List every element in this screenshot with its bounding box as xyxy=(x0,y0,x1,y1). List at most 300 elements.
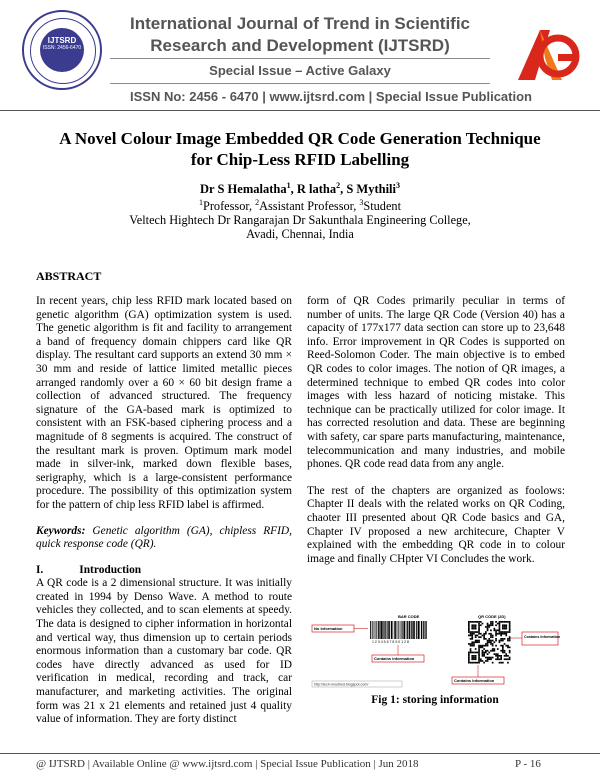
qr-module xyxy=(507,640,509,642)
role-2: Assistant Professor xyxy=(259,199,354,213)
qr-module xyxy=(488,624,490,626)
qr-module xyxy=(473,621,475,623)
qr-module xyxy=(488,658,490,660)
qr-module xyxy=(505,633,507,635)
qr-module xyxy=(497,648,499,650)
qr-module xyxy=(490,658,492,660)
qr-module xyxy=(505,653,507,655)
qr-module xyxy=(473,655,475,657)
qr-module xyxy=(505,631,507,633)
contains-info-label-1: Contains Information xyxy=(374,656,415,661)
author-3-sup: 3 xyxy=(396,180,400,190)
author-1-sup: 1 xyxy=(286,180,291,190)
qr-module xyxy=(495,631,497,633)
qr-module xyxy=(483,652,485,654)
qr-module xyxy=(497,658,499,660)
qr-module xyxy=(495,640,497,642)
qr-module xyxy=(473,628,475,630)
qr-module xyxy=(482,647,484,649)
qr-module xyxy=(507,655,509,657)
qr-module xyxy=(473,626,475,628)
qr-module xyxy=(502,624,504,626)
qr-module xyxy=(502,628,504,630)
qr-module xyxy=(471,643,473,645)
qr-module xyxy=(482,645,484,647)
qr-module xyxy=(504,652,506,654)
barcode-bar xyxy=(376,621,377,639)
qr-module xyxy=(504,658,506,660)
qr-module xyxy=(499,623,501,625)
qr-module xyxy=(468,643,470,645)
barcode-digits: 1 2 3 4 5 6 7 8 9 0 1 2 8 xyxy=(372,640,409,644)
qr-module xyxy=(485,633,487,635)
qr-module xyxy=(478,652,480,654)
qr-module xyxy=(509,624,511,626)
qr-module xyxy=(468,652,470,654)
barcode-bar xyxy=(381,621,382,639)
qr-module xyxy=(497,630,499,632)
special-issue: Special Issue – Active Galaxy xyxy=(209,63,391,78)
qr-module xyxy=(497,623,499,625)
author-roles: $^1$Professor, $^2$Assistant Professor, $^3$Student xyxy=(199,197,401,213)
qr-module xyxy=(492,643,494,645)
qr-module xyxy=(468,626,470,628)
qr-module xyxy=(502,648,504,650)
qr-module xyxy=(475,648,477,650)
qr-module xyxy=(482,660,484,662)
qr-module xyxy=(497,655,499,657)
qr-module xyxy=(468,621,470,623)
qr-module xyxy=(473,641,475,643)
qr-module xyxy=(502,662,504,664)
qr-module xyxy=(499,624,501,626)
qr-module xyxy=(468,623,470,625)
qr-module xyxy=(487,658,489,660)
qr-module xyxy=(478,655,480,657)
qr-module xyxy=(507,631,509,633)
qr-module xyxy=(485,657,487,659)
qr-module xyxy=(471,641,473,643)
qr-module xyxy=(487,641,489,643)
qr-module xyxy=(487,624,489,626)
qr-module xyxy=(478,628,480,630)
header-divider-2 xyxy=(110,83,490,84)
keywords-text: Genetic algorithm (GA), chipless RFID, quick response code (QR). xyxy=(36,524,292,551)
qr-module xyxy=(502,638,504,640)
qr-module xyxy=(488,641,490,643)
ag-logo-mark xyxy=(518,30,578,80)
role-3-sup: 3 xyxy=(359,197,364,207)
qr-module xyxy=(509,652,511,654)
qr-module xyxy=(477,621,479,623)
right-para-2: The rest of the chapters are organized as foolows: Chapter II deals with the related works on QR Coding, chaoter III presented about QR Code basics and GA, Chapter IV proposed a new architecure, Chapter V explained with the embedding QR code in to colour image and finally CHpter VI Concludes the work. xyxy=(307,484,565,565)
qr-module xyxy=(477,641,479,643)
qr-module xyxy=(507,662,509,664)
page-footer xyxy=(0,756,600,774)
journal-header xyxy=(0,0,600,112)
barcode-bar xyxy=(395,621,396,639)
qr-module xyxy=(471,657,473,659)
qr-module xyxy=(499,633,501,635)
qr-module xyxy=(468,635,470,637)
qr-module xyxy=(490,636,492,638)
qr-module xyxy=(490,635,492,637)
qr-module xyxy=(490,641,492,643)
qr-module xyxy=(505,645,507,647)
qr-module xyxy=(475,636,477,638)
qr-module xyxy=(475,652,477,654)
qr-module xyxy=(468,657,470,659)
header-divider-1 xyxy=(110,58,490,59)
qr-module xyxy=(494,653,496,655)
contains-info-label-3: Contains Information xyxy=(454,678,495,683)
qr-module xyxy=(483,648,485,650)
qr-module xyxy=(468,624,470,626)
ijtsrd-logo xyxy=(22,10,102,90)
logo-issn: ISSN: 2456-6470 xyxy=(42,45,82,51)
qr-module xyxy=(500,657,502,659)
qr-module xyxy=(488,652,490,654)
qr-module xyxy=(478,658,480,660)
qr-module xyxy=(487,623,489,625)
barcode-bar xyxy=(394,621,395,639)
qr-module xyxy=(490,640,492,642)
qr-module xyxy=(504,626,506,628)
barcode-bar xyxy=(423,621,424,639)
qr-module xyxy=(505,621,507,623)
qr-module xyxy=(478,640,480,642)
qr-module xyxy=(473,645,475,647)
qr-module xyxy=(504,650,506,652)
qr-module xyxy=(502,626,504,628)
figure-caption: Fig 1: storing information xyxy=(371,694,499,706)
barcode-bar xyxy=(389,621,390,639)
qr-module xyxy=(470,645,472,647)
author-1: Dr S Hemalatha xyxy=(200,182,287,196)
qr-module xyxy=(507,621,509,623)
barcode-bar xyxy=(407,621,408,639)
barcode-bar xyxy=(425,621,426,639)
qr-module xyxy=(509,626,511,628)
qr-module xyxy=(470,633,472,635)
qr-module xyxy=(487,650,489,652)
qr-module xyxy=(471,662,473,664)
qr-module xyxy=(473,658,475,660)
qr-module xyxy=(509,636,511,638)
qr-module xyxy=(487,660,489,662)
qr-module xyxy=(485,660,487,662)
qr-module xyxy=(502,640,504,642)
qr-module xyxy=(490,624,492,626)
qr-module xyxy=(471,626,473,628)
right-para-1: form of QR Codes primarily peculiar in terms of number of units. The large QR Code (Version 40) has a capacity of 177x177 data section can store up to 23,648 info. Error improvement in QR Codes is supported on Reed-Solomon Coder. The main objective is to embed QR codes to color images. The notion of QR images, a determined technique to embed QR codes into color images with less hazard of noticing mistake. This technique can be practically utilized for color image. It has corrected resolution and data. These are beginning with safety, car spare parts manufacturing, maintenance, telecommunication and many industries, and mobile phones. QR code read data from any angle. xyxy=(307,295,565,471)
qr-module xyxy=(504,655,506,657)
barcode-bar xyxy=(413,621,414,639)
qr-module xyxy=(477,640,479,642)
keywords xyxy=(36,525,292,552)
intro-number: I. xyxy=(36,563,44,576)
qr-module xyxy=(483,645,485,647)
qr-module xyxy=(507,645,509,647)
qr-module xyxy=(492,650,494,652)
qr-module xyxy=(487,653,489,655)
qr-code-label: QR CODE (2D) xyxy=(478,614,506,619)
contains-info-label-2: Contains Information xyxy=(524,635,560,639)
qr-module xyxy=(478,648,480,650)
qr-module xyxy=(488,633,490,635)
qr-module xyxy=(504,628,506,630)
qr-module xyxy=(471,652,473,654)
qr-module xyxy=(483,633,485,635)
qr-module xyxy=(482,650,484,652)
qr-module xyxy=(505,624,507,626)
qr-module xyxy=(482,652,484,654)
qr-module xyxy=(499,655,501,657)
qr-module xyxy=(488,640,490,642)
qr-module xyxy=(505,655,507,657)
qr-module xyxy=(488,638,490,640)
qr-module xyxy=(468,655,470,657)
qr-module xyxy=(490,643,492,645)
qr-module xyxy=(470,631,472,633)
qr-module xyxy=(485,650,487,652)
qr-module xyxy=(468,628,470,630)
author-2-sup: 2 xyxy=(336,180,341,190)
qr-module xyxy=(502,650,504,652)
keywords-label: Keywords: xyxy=(36,524,86,537)
qr-module xyxy=(500,662,502,664)
qr-module xyxy=(487,645,489,647)
qr-module xyxy=(509,657,511,659)
qr-module xyxy=(485,652,487,654)
qr-module xyxy=(507,647,509,649)
qr-module xyxy=(495,645,497,647)
qr-module xyxy=(492,645,494,647)
qr-module xyxy=(490,623,492,625)
barcode-bar xyxy=(409,621,410,639)
qr-module xyxy=(483,635,485,637)
logo-big-text: IJTSRD xyxy=(47,36,77,45)
intro-heading xyxy=(36,564,292,578)
qr-module xyxy=(478,660,480,662)
qr-module xyxy=(505,626,507,628)
role-3: Student xyxy=(363,199,401,213)
qr-module xyxy=(509,631,511,633)
qr-module xyxy=(478,624,480,626)
qr-module xyxy=(488,626,490,628)
qr-module xyxy=(494,630,496,632)
qr-module xyxy=(473,652,475,654)
qr-module xyxy=(470,635,472,637)
qr-module xyxy=(478,623,480,625)
qr-module xyxy=(507,658,509,660)
qr-module xyxy=(480,621,482,623)
author-3: S Mythili xyxy=(346,182,396,196)
qr-module xyxy=(468,630,470,632)
qr-module xyxy=(502,647,504,649)
qr-module xyxy=(487,643,489,645)
footer-rule xyxy=(0,753,600,754)
logo-core xyxy=(40,28,84,72)
qr-module xyxy=(502,621,504,623)
qr-module xyxy=(500,621,502,623)
qr-module xyxy=(500,650,502,652)
qr-module xyxy=(509,638,511,640)
barcode-bar xyxy=(373,621,374,639)
qr-module xyxy=(504,638,506,640)
barcode-bar xyxy=(418,621,419,639)
qr-module xyxy=(497,653,499,655)
author-2: R latha xyxy=(296,182,337,196)
qr-module xyxy=(504,643,506,645)
qr-module xyxy=(494,641,496,643)
qr-module xyxy=(477,631,479,633)
barcode-bar xyxy=(378,621,379,639)
qr-module xyxy=(490,621,492,623)
qr-module xyxy=(500,640,502,642)
qr-module xyxy=(485,645,487,647)
intro-title: Introduction xyxy=(79,563,142,576)
qr-module xyxy=(495,653,497,655)
figure-url: http://tech-mouthed.blogspot.com/ xyxy=(314,682,369,687)
qr-module xyxy=(500,633,502,635)
qr-module xyxy=(470,648,472,650)
qr-module xyxy=(478,653,480,655)
qr-module xyxy=(505,658,507,660)
qr-module xyxy=(478,647,480,649)
qr-module xyxy=(478,630,480,632)
qr-module xyxy=(475,658,477,660)
qr-module xyxy=(492,636,494,638)
author-list: Dr S Hemalatha$^1$, R latha$^2$, S Mythili$^3$ xyxy=(200,180,400,196)
qr-module xyxy=(492,640,494,642)
qr-module xyxy=(483,653,485,655)
qr-module xyxy=(471,635,473,637)
qr-module xyxy=(499,640,501,642)
qr-module xyxy=(471,621,473,623)
barcode-bar xyxy=(382,621,383,639)
intro-text: A QR code is a 2 dimensional structure. It was initially created in 1994 by Denso Wave. A method to route vehicles they collected, and to scan elements at speedy. The data is designed to cipher information in horizontal and vertical way, thus dimension up to certain periods enormous information than a customary bar code. QR codes have directly advanced as used for ID verification in medical, recording and track, car manufacturer, and marketing activities. The original form was 21 x 21 elements and retained just 4 quality value of information. They are forty distinct xyxy=(36,577,292,726)
right-column xyxy=(307,295,565,566)
paper-title xyxy=(30,128,570,170)
qr-module xyxy=(509,658,511,660)
figure-1 xyxy=(310,610,560,690)
qr-module xyxy=(475,635,477,637)
qr-module xyxy=(470,643,472,645)
affiliations xyxy=(30,199,570,241)
qr-module xyxy=(485,631,487,633)
qr-module xyxy=(475,640,477,642)
qr-module xyxy=(478,645,480,647)
qr-module xyxy=(478,633,480,635)
qr-module xyxy=(492,648,494,650)
qr-module xyxy=(509,628,511,630)
footer-left: @ IJTSRD | Available Online @ www.ijtsrd.com | Special Issue Publication | Jun 2018 xyxy=(36,758,419,770)
qr-module xyxy=(494,648,496,650)
qr-module xyxy=(483,662,485,664)
qr-module xyxy=(473,624,475,626)
qr-module xyxy=(494,650,496,652)
qr-module xyxy=(492,635,494,637)
qr-module xyxy=(482,623,484,625)
qr-module xyxy=(490,630,492,632)
qr-module xyxy=(470,638,472,640)
qr-module xyxy=(495,655,497,657)
qr-module xyxy=(502,633,504,635)
paper-title-line2: for Chip-Less RFID Labelling xyxy=(190,150,410,169)
qr-module xyxy=(477,635,479,637)
qr-module xyxy=(487,626,489,628)
qr-module xyxy=(471,655,473,657)
role-2-sup: 2 xyxy=(255,197,260,207)
qr-module xyxy=(468,658,470,660)
qr-module xyxy=(509,621,511,623)
journal-name-line2: Research and Development (IJTSRD) xyxy=(150,36,450,55)
qr-module xyxy=(504,631,506,633)
barcode-bar xyxy=(411,621,412,639)
qr-module xyxy=(488,657,490,659)
qr-module xyxy=(480,633,482,635)
qr-module xyxy=(505,635,507,637)
qr-module xyxy=(480,645,482,647)
qr-module xyxy=(480,624,482,626)
qr-module xyxy=(473,633,475,635)
barcode-bar xyxy=(398,621,399,639)
qr-module xyxy=(509,630,511,632)
qr-module xyxy=(475,641,477,643)
bar-code-label: BAR CODE xyxy=(398,614,420,619)
abstract-heading: ABSTRACT xyxy=(36,269,102,283)
qr-module xyxy=(504,621,506,623)
qr-module xyxy=(478,650,480,652)
qr-module xyxy=(490,650,492,652)
qr-module xyxy=(475,657,477,659)
qr-module xyxy=(495,638,497,640)
qr-module xyxy=(500,655,502,657)
qr-module xyxy=(499,658,501,660)
qr-module xyxy=(490,633,492,635)
qr-module xyxy=(480,658,482,660)
qr-module xyxy=(499,628,501,630)
barcode-bar xyxy=(379,621,380,639)
qr-module xyxy=(478,636,480,638)
qr-module xyxy=(468,653,470,655)
qr-module xyxy=(478,657,480,659)
qr-module xyxy=(485,643,487,645)
affiliation-line2: Avadi, Chennai, India xyxy=(246,227,354,241)
qr-module xyxy=(471,631,473,633)
qr-module xyxy=(497,657,499,659)
qr-module xyxy=(470,662,472,664)
page-number: P - 16 xyxy=(515,758,541,770)
qr-module xyxy=(468,662,470,664)
qr-module xyxy=(500,638,502,640)
qr-module xyxy=(483,638,485,640)
qr-module xyxy=(509,647,511,649)
qr-module xyxy=(475,626,477,628)
qr-module xyxy=(492,657,494,659)
qr-module xyxy=(500,635,502,637)
qr-module xyxy=(471,633,473,635)
qr-module xyxy=(477,662,479,664)
qr-module xyxy=(495,624,497,626)
qr-module xyxy=(471,638,473,640)
qr-module xyxy=(471,628,473,630)
qr-module xyxy=(497,633,499,635)
qr-module xyxy=(468,660,470,662)
qr-module xyxy=(482,655,484,657)
qr-module xyxy=(494,628,496,630)
